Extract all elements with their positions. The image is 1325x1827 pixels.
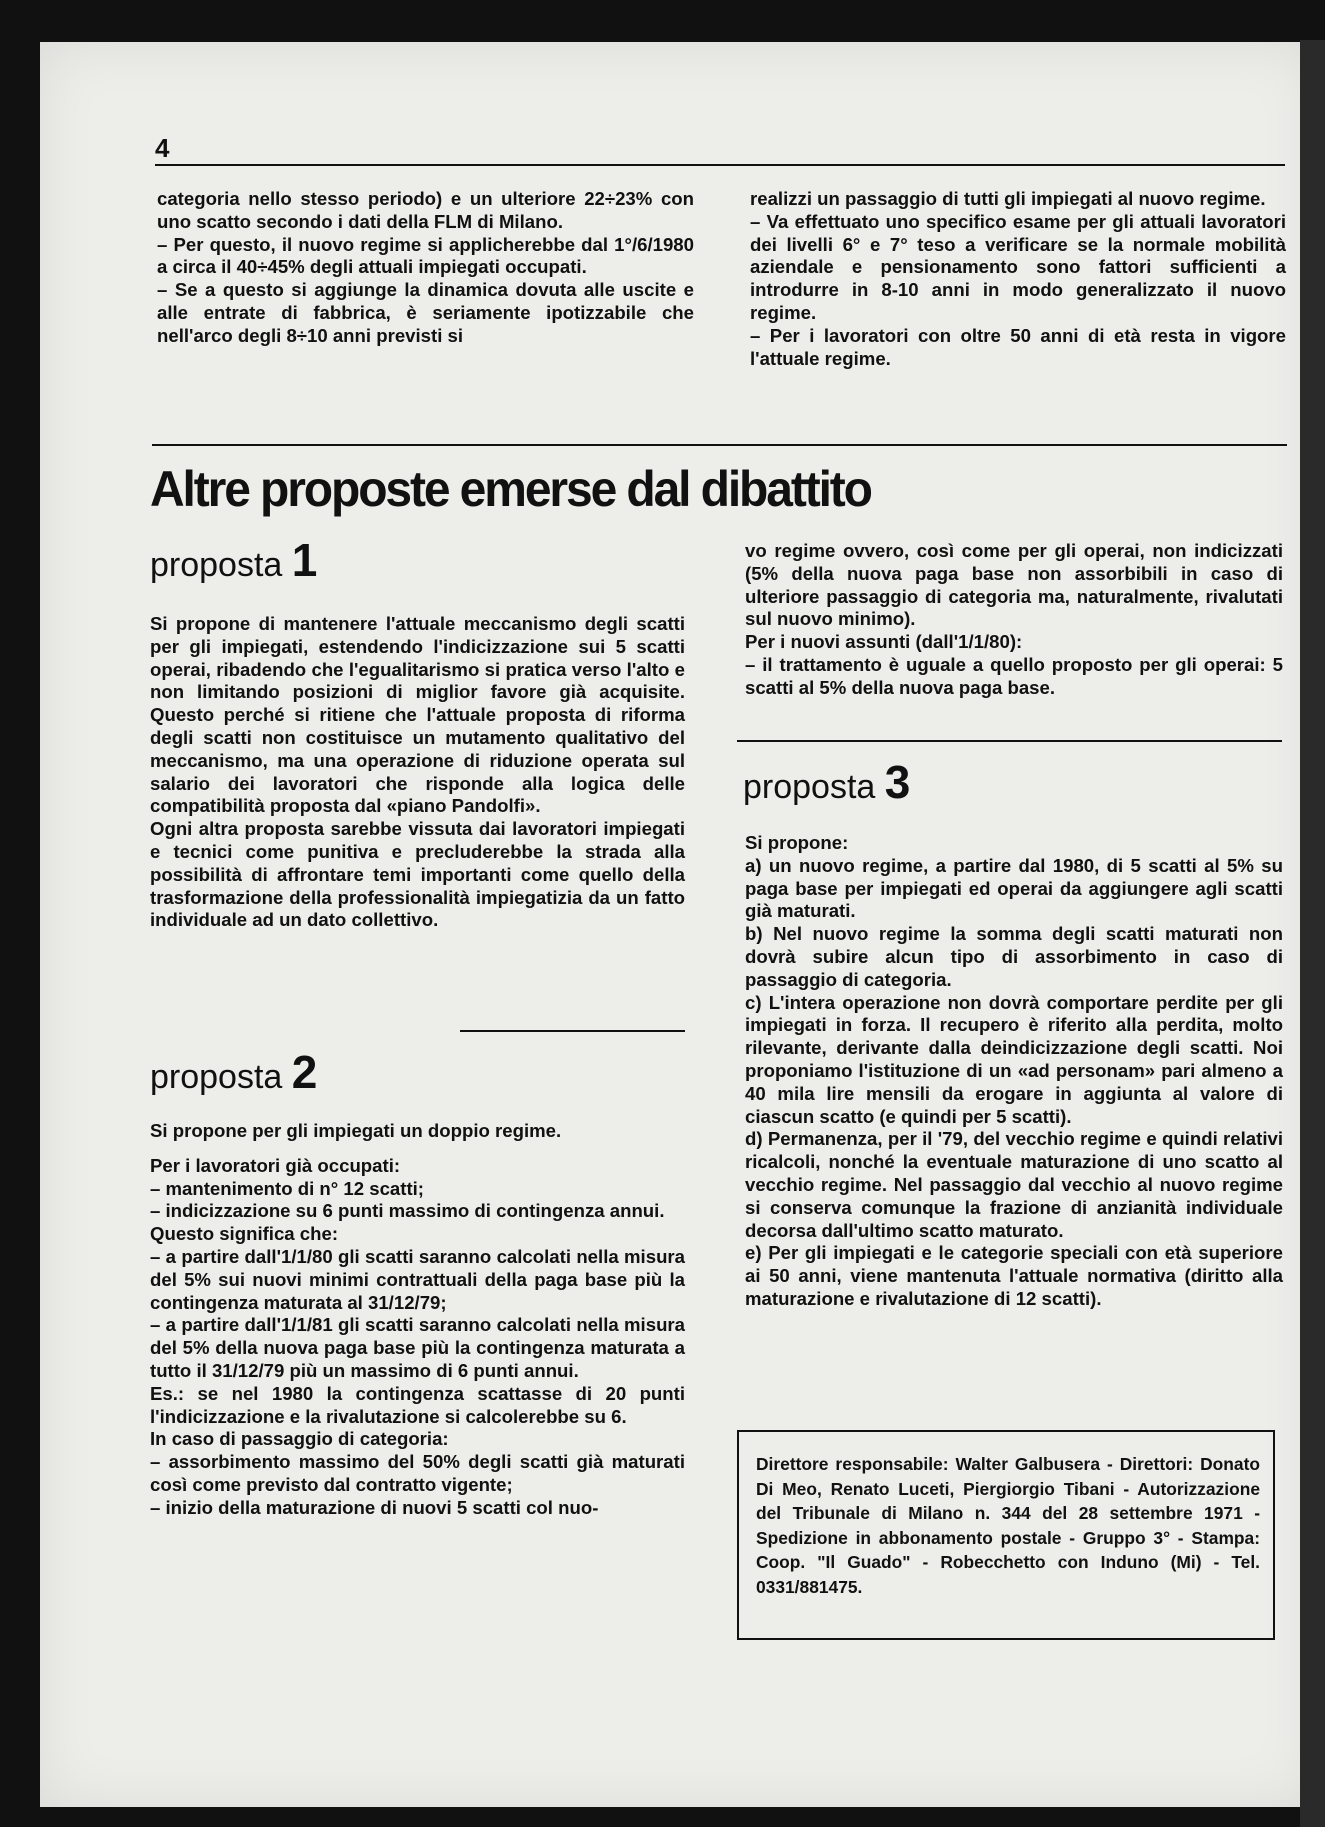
proposta-2-rule — [460, 1030, 685, 1032]
proposta-2-paragraph: Es.: se nel 1980 la contingenza scattasse di 20 punti l'indicizzazione e la rivalutazione si calcolerebbe su 6. — [150, 1382, 685, 1427]
proposta-number: 2 — [291, 1046, 318, 1098]
proposta-3-paragraph: Si propone: — [745, 832, 849, 853]
credits-text: Direttore responsabile: Walter Galbusera - Direttori: Donato Di Meo, Renato Luceti, Piergiorgio Tibani - Autorizzazione del Tribunale di Milano n. 344 del 28 settembre 1971 - Spedizione in abbonamento postale - Gruppo 3° - Stampa: Coop. "Il Guado" - Robecchetto con Induno (Mi) - Tel. 0331/881475. — [756, 1454, 1260, 1597]
top-left-column — [157, 188, 694, 348]
proposta-2-paragraph: – assorbimento massimo del 50% degli scatti già maturati così come previsto dal contratto vigente; — [150, 1451, 685, 1495]
proposta-2-heading — [150, 1046, 318, 1098]
proposta-2-paragraph: Questo significa che: — [150, 1223, 339, 1245]
proposta-number: 1 — [291, 534, 318, 586]
top-left-paragraph: categoria nello stesso periodo) e un ulteriore 22÷23% con uno scatto secondo i dati della FLM di Milano. — [157, 188, 694, 232]
top-rule — [155, 164, 1285, 166]
proposta-2-cont-paragraph: – il trattamento è uguale a quello proposto per gli operai: 5 scatti al 5% della nuova paga base. — [745, 653, 1283, 698]
proposta-3-paragraph: a) un nuovo regime, a partire dal 1980, di 5 scatti al 5% su paga base per impiegati ed operai da aggiungere agli scatti già maturati. — [745, 854, 1283, 922]
proposta-2-body — [150, 1120, 685, 1520]
proposta-2-cont-paragraph: Per i nuovi assunti (dall'1/1/80): — [745, 631, 1023, 653]
top-right-column — [750, 188, 1286, 370]
proposta-2-paragraph: – mantenimento di n° 12 scatti; — [150, 1177, 425, 1199]
proposta-1-heading — [150, 534, 318, 586]
proposta-3-rule — [737, 740, 1282, 742]
proposta-1-paragraph: Si propone di mantenere l'attuale meccanismo degli scatti per gli impiegati, estendendo l'indicizzazione sui 5 scatti operai, ribadendo che l'egualitarismo si pratica verso l'alto e non limitando posizioni di miglior favore già acquisite. Questo perché si ritiene che l'attuale proposta di riforma degli scatti non costituisce un mutamento qualitativo del meccanismo, ma una operazione di riduzione operata sul salario dei lavoratori che risponde alla logica delle compatibilità proposta dal «piano Pandolfi». — [150, 613, 685, 817]
proposta-3-paragraph: c) L'intera operazione non dovrà comportare perdite per gli impiegati in forza. Il recupero è riferito alla perdita, molto rilevante, derivante dalla deindicizzazione degli scatti. Noi proponiamo l'istituzione di un «ad personam» pari almeno a 40 mila lire mensili da erogare in aggiunta al valore di ciascun scatto (e quindi per 5 scatti). — [745, 991, 1283, 1127]
proposta-3-paragraph: d) Permanenza, per il '79, del vecchio regime e quindi relativi ricalcoli, nonché la eventuale maturazione di uno scatto al vecchio regime. Nel passaggio dal vecchio al nuovo regime si conserva comunque la frazione di anzianità individuale decorsa dall'ultimo scatto maturato. — [745, 1128, 1283, 1241]
section-rule — [152, 444, 1287, 446]
top-left-paragraph: – Per questo, il nuovo regime si applicherebbe dal 1°/6/1980 a circa il 40÷45% degli attuali impiegati occupati. — [157, 233, 694, 278]
proposta-label: proposta — [150, 1058, 283, 1096]
proposta-2-paragraph: – indicizzazione su 6 punti massimo di contingenza annui. — [150, 1200, 665, 1222]
top-right-paragraph: – Va effettuato uno specifico esame per gli attuali lavoratori dei livelli 6° e 7° teso a verificare se la normale mobilità aziendale e pensionamento sono fattori sufficienti a introdurre in 8-10 anni in modo generalizzato il nuovo regime. — [750, 210, 1286, 323]
proposta-1-paragraph: Ogni altra proposta sarebbe vissuta dai lavoratori impiegati e tecnici come punitiva e precluderebbe la strada alla possibilità di affrontare temi importanti come quello della trasformazione della professionalità impiegatizia da un fatto individuale ad un dato collettivo. — [150, 818, 685, 931]
proposta-2-continued — [745, 540, 1283, 700]
top-right-paragraph: – Per i lavoratori con oltre 50 anni di età resta in vigore l'attuale regime. — [750, 324, 1286, 369]
proposta-2-paragraph: – inizio della maturazione di nuovi 5 scatti col nuo- — [150, 1496, 599, 1518]
proposta-2-paragraph: In caso di passaggio di categoria: — [150, 1428, 449, 1450]
proposta-3-body — [745, 832, 1283, 1311]
proposta-2-paragraph: – a partire dall'1/1/81 gli scatti saranno calcolati nella misura del 5% della nuova paga base più la contingenza maturata a tutto il 31/12/79 più un massimo di 6 punti annui. — [150, 1314, 685, 1381]
section-headline: Altre proposte emerse dal dibattito — [150, 461, 871, 517]
proposta-label: proposta — [743, 768, 876, 806]
top-right-paragraph: realizzi un passaggio di tutti gli impiegati al nuovo regime. — [750, 188, 1266, 209]
proposta-number: 3 — [884, 756, 911, 808]
proposta-2-paragraph: Per i lavoratori già occupati: — [150, 1154, 401, 1176]
masthead-credits-box — [737, 1430, 1275, 1640]
proposta-3-paragraph: e) Per gli impiegati e le categorie speciali con età superiore ai 50 anni, viene mantenuta l'attuale normativa (diritto alla maturazione e rivalutazione di 12 scatti). — [745, 1242, 1283, 1309]
proposta-3-paragraph: b) Nel nuovo regime la somma degli scatti maturati non dovrà subire alcun tipo di assorbimento in caso di passaggio di categoria. — [745, 923, 1283, 990]
proposta-2-cont-paragraph: vo regime ovvero, così come per gli operai, non indicizzati (5% della nuova paga base non assorbibili in caso di ulteriore passaggio di categoria ma, naturalmente, rivalutati sul nuovo minimo). — [745, 540, 1283, 630]
proposta-2-intro: Si propone per gli impiegati un doppio regime. — [150, 1120, 562, 1141]
proposta-label: proposta — [150, 546, 283, 584]
top-left-paragraph: – Se a questo si aggiunge la dinamica dovuta alle uscite e alle entrate di fabbrica, è seriamente ipotizzabile che nell'arco degli 8÷10 anni previsti si — [157, 279, 694, 346]
proposta-2-paragraph: – a partire dall'1/1/80 gli scatti saranno calcolati nella misura del 5% sui nuovi minimi contrattuali della paga base più la contingenza maturata al 31/12/79; — [150, 1245, 685, 1313]
proposta-3-heading — [743, 756, 911, 808]
proposta-1-body — [150, 613, 685, 932]
page-number: 4 — [155, 133, 170, 163]
page-edge — [1300, 40, 1325, 1827]
